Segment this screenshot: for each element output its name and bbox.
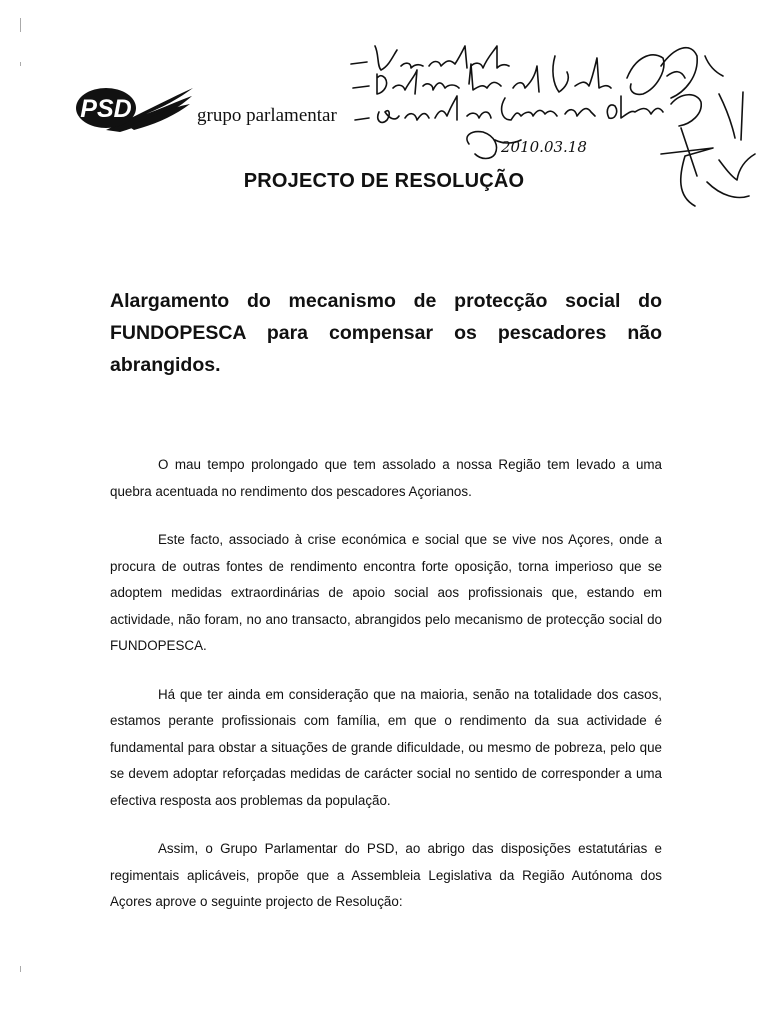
scan-edge-mark <box>20 18 21 32</box>
document-title: Alargamento do mecanismo de protecção social do FUNDOPESCA para compensar os pescadores não abrangidos. <box>110 290 662 376</box>
document-body <box>110 452 662 938</box>
psd-logo <box>76 86 194 132</box>
body-paragraph: Há que ter ainda em consideração que na maioria, senão na totalidade dos casos, estamos perante profissionais com família, em que o rendimento da sua actividade é fundamental para obstar a situações de grande dificuldade, ou mesmo de pobreza, pelo que se devem adoptar reforçadas medidas de carácter social no sentido de corresponder a uma efectiva resposta aos problemas da população. <box>110 686 662 808</box>
group-label: grupo parlamentar <box>197 105 337 126</box>
body-paragraph: Assim, o Grupo Parlamentar do PSD, ao abrigo das disposições estatutárias e regimentais aplicáveis, propõe que a Assembleia Legislativa da Região Autónoma dos Açores aprove o seguinte projecto de Resolução: <box>110 841 662 909</box>
psd-logo-text: PSD <box>80 95 132 123</box>
scan-edge-mark <box>20 966 21 972</box>
scan-edge-mark <box>20 62 21 66</box>
annotation-date: 2010.03.18 <box>501 138 587 156</box>
document-type-heading: PROJECTO DE RESOLUÇÃO <box>243 170 525 192</box>
body-paragraph: Este facto, associado à crise económica e social que se vive nos Açores, onde a procura de outras fontes de rendimento encontra forte oposição, torna imperioso que se adoptem medidas extraordinárias de apoio social aos profissionais que, estando em actividade, não foram, no ano transacto, abrangidos pelo mecanismo de protecção social do FUNDOPESCA. <box>110 532 662 653</box>
body-paragraph: O mau tempo prolongado que tem assolado a nossa Região tem levado a uma quebra acentuada no rendimento dos pescadores Açorianos. <box>110 457 662 499</box>
